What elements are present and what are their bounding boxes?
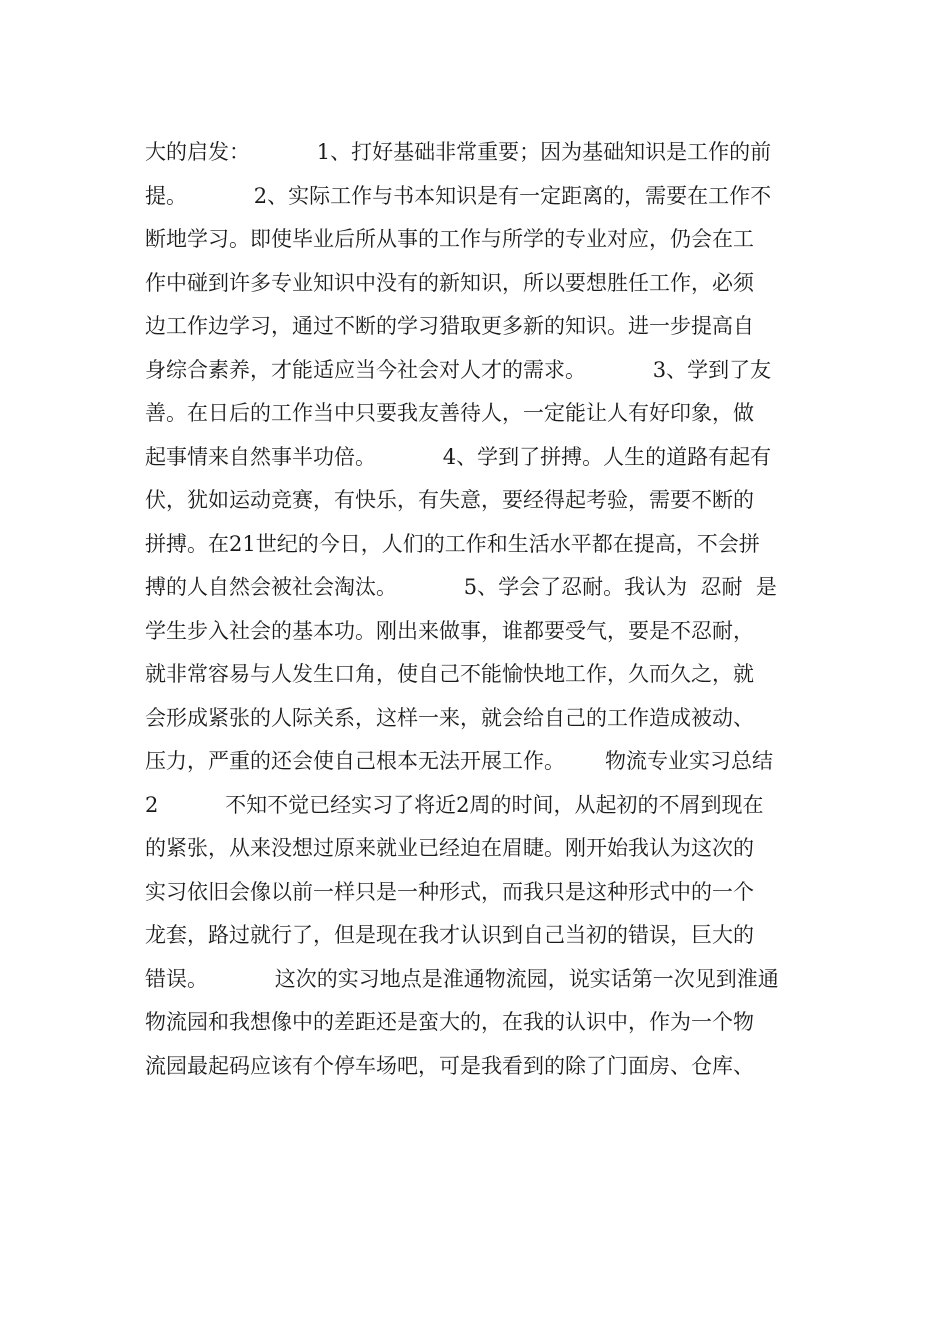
text-line-15: 压力，严重的还会使自己根本无法开展工作。 物流专业实习总结	[145, 749, 774, 773]
text-line-19: 龙套，路过就行了，但是现在我才认识到自己当初的错误，巨大的	[145, 923, 754, 947]
body-text	[145, 131, 815, 1088]
text-line-7: 善。在日后的工作当中只要我友善待人，一定能让人有好印象，做	[145, 401, 754, 425]
text-line-21: 物流园和我想像中的差距还是蛮大的，在我的认识中，作为一个物	[145, 1010, 754, 1034]
text-line-22: 流园最起码应该有个停车场吧，可是我看到的除了门面房、仓库、	[145, 1053, 754, 1078]
text-line-13: 就非常容易与人发生口角，使自己不能愉快地工作，久而久之，就	[145, 662, 754, 686]
text-line-5: 边工作边学习，通过不断的学习猎取更多新的知识。进一步提高自	[145, 314, 754, 338]
text-line-9: 伏，犹如运动竞赛，有快乐，有失意，要经得起考验，需要不断的	[145, 488, 754, 512]
text-line-8: 起事情来自然事半功倍。 4、学到了拼搏。人生的道路有起有	[145, 444, 772, 469]
text-line-12: 学生步入社会的基本功。刚出来做事，谁都要受气，要是不忍耐，	[145, 618, 754, 643]
text-line-14: 会形成紧张的人际关系，这样一来，就会给自己的工作造成被动、	[145, 705, 754, 730]
text-line-18: 实习依旧会像以前一样只是一种形式，而我只是这种形式中的一个	[145, 879, 754, 904]
text-line-2: 提。 2、实际工作与书本知识是有一定距离的，需要在工作不	[145, 183, 772, 208]
text-line-6: 身综合素养，才能适应当今社会对人才的需求。 3、学到了友	[145, 357, 772, 382]
text-line-11: 搏的人自然会被社会淘汰。 5、学会了忍耐。我认为 忍耐 是	[145, 575, 777, 599]
text-line-4: 作中碰到许多专业知识中没有的新知识，所以要想胜任工作，必须	[145, 270, 754, 295]
text-line-20: 错误。 这次的实习地点是淮通物流园，说实话第一次见到淮通	[145, 966, 779, 991]
text-line-17: 的紧张，从来没想过原来就业已经迫在眉睫。刚开始我认为这次的	[145, 836, 754, 860]
text-line-10: 拼搏。在21世纪的今日，人们的工作和生活水平都在提高，不会拼	[145, 531, 760, 556]
text-line-16: 2 不知不觉已经实习了将近2周的时间，从起初的不屑到现在	[145, 792, 764, 817]
text-line-1: 大的启发： 1、打好基础非常重要；因为基础知识是工作的前	[145, 140, 772, 164]
text-line-3: 断地学习。即使毕业后所从事的工作与所学的专业对应，仍会在工	[145, 227, 754, 251]
